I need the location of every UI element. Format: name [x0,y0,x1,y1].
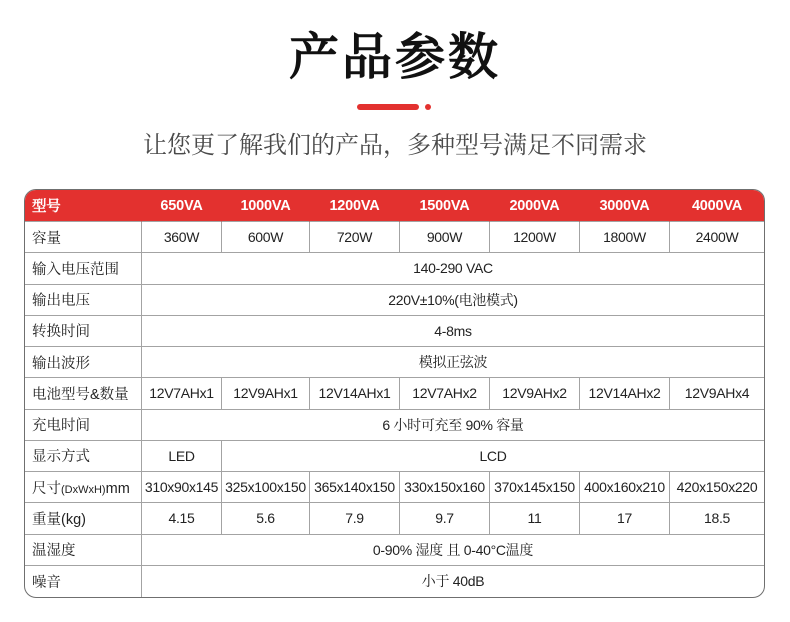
spec-value: 720W [310,222,400,253]
spec-value: 12V7AHx1 [142,378,222,409]
spec-value: 4.15 [142,503,222,534]
spec-value: 5.6 [222,503,310,534]
model-header-cell: 2000VA [490,190,580,222]
model-header-cell: 650VA [142,190,222,222]
model-header-cell: 1500VA [400,190,490,222]
spec-value: 1800W [580,222,670,253]
spec-value: 310x90x145 [142,472,222,503]
spec-value-merged: 6 小时可充至 90% 容量 [142,410,764,441]
spec-value: 12V7AHx2 [400,378,490,409]
row-label: 输入电压范围 [25,253,142,284]
spec-value: 17 [580,503,670,534]
spec-value: LED [142,441,222,472]
spec-value: 360W [142,222,222,253]
page-subtitle: 让您更了解我们的产品，多种型号满足不同需求 [143,132,647,159]
row-label: 重量(kg) [25,503,142,534]
spec-value-merged: 140-290 VAC [142,253,764,284]
spec-value-merged: LCD [222,441,764,472]
spec-value-merged: 模拟正弦波 [142,347,764,378]
spec-table-container [24,189,765,598]
spec-value: 325x100x150 [222,472,310,503]
spec-value: 9.7 [400,503,490,534]
row-label: 输出波形 [25,347,142,378]
spec-value: 12V9AHx1 [222,378,310,409]
spec-value: 12V14AHx2 [580,378,670,409]
row-label: 输出电压 [25,285,142,316]
spec-value-merged: 220V±10%(电池模式) [142,285,764,316]
model-header-cell: 1000VA [222,190,310,222]
row-label: 噪音 [25,566,142,597]
row-label: 显示方式 [25,441,142,472]
row-label: 容量 [25,222,142,253]
spec-value: 330x150x160 [400,472,490,503]
row-label: 电池型号&数量 [25,378,142,409]
row-label: 充电时间 [25,410,142,441]
title-divider-dot [425,104,431,110]
spec-value: 18.5 [670,503,764,534]
spec-value: 7.9 [310,503,400,534]
row-label-unit: mm [105,480,130,497]
page-title: 产品参数 [289,28,501,86]
row-label: 温湿度 [25,535,142,566]
row-label-content [32,477,130,498]
row-label: 转换时间 [25,316,142,347]
spec-value: 1200W [490,222,580,253]
row-label [25,472,142,503]
spec-value: 11 [490,503,580,534]
spec-value: 12V9AHx2 [490,378,580,409]
row-label-note: (DxWxH) [61,483,106,496]
spec-value: 370x145x150 [490,472,580,503]
spec-table [25,190,764,597]
spec-value-merged: 4-8ms [142,316,764,347]
model-header-cell: 4000VA [670,190,764,222]
spec-value: 2400W [670,222,764,253]
spec-value: 12V9AHx4 [670,378,764,409]
spec-value: 600W [222,222,310,253]
row-label-text: 尺寸 [32,480,61,497]
model-header-cell: 3000VA [580,190,670,222]
model-label-header: 型号 [25,190,142,222]
spec-value: 420x150x220 [670,472,764,503]
model-header-cell: 1200VA [310,190,400,222]
spec-value: 12V14AHx1 [310,378,400,409]
spec-value: 400x160x210 [580,472,670,503]
spec-value-merged: 小于 40dB [421,573,485,590]
title-divider-bar [357,104,419,110]
spec-value: 365x140x150 [310,472,400,503]
spec-value-merged: 0-90% 湿度 且 0-40°C温度 [142,535,764,566]
spec-value: 900W [400,222,490,253]
